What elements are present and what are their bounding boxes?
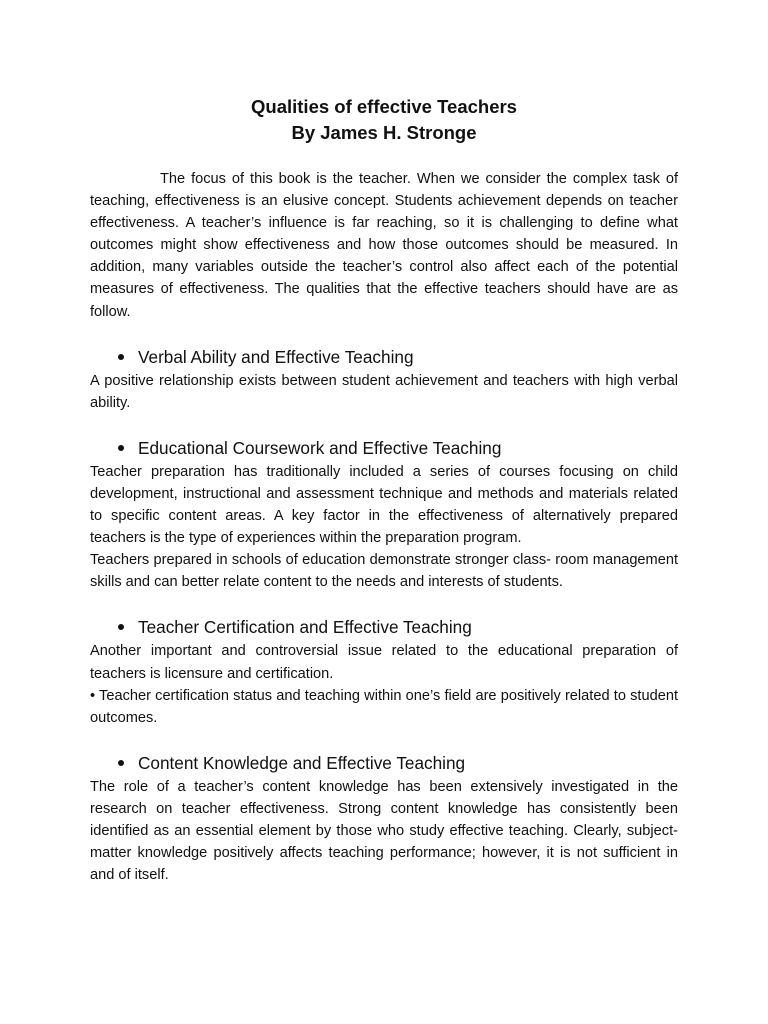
section-paragraph: Teacher preparation has traditionally included a series of courses focusing on child development, instructional and assessment technique and methods and materials related to specific content areas. A key factor in the effectiveness of alternatively prepared teachers is the type of experiences within the preparation program. [90,463,678,547]
section-educational-coursework [90,436,678,594]
section-heading [90,436,678,460]
section-paragraph: Teachers prepared in schools of education demonstrate stronger class- room management skills and can better relate content to the needs and interests of students. [90,552,678,591]
bullet-icon [118,760,124,766]
section-teacher-certification [90,615,678,728]
section-content-knowledge [90,751,678,886]
intro-paragraph: The focus of this book is the teacher. When we consider the complex task of teaching, effectiveness is an elusive concept. Students achievement depends on teacher effectiveness. A teacher’s influence is far reaching, so it is challenging to define what outcomes might show effectiveness and how those outcomes should be measured. In addition, many variables outside the teacher’s control also affect each of the potential measures of effectiveness. The qualities that the effective teachers should have are as follow. [90,171,678,320]
section-heading [90,615,678,639]
section-heading-text: Educational Coursework and Effective Teaching [138,437,502,458]
section-heading-text: Verbal Ability and Effective Teaching [138,346,414,367]
bullet-icon [118,445,124,451]
section-heading-text: Teacher Certification and Effective Teaching [138,617,472,638]
section-heading-text: Content Knowledge and Effective Teaching [138,752,466,773]
section-paragraph: The role of a teacher’s content knowledge has been extensively investigated in the research on teacher effectiveness. Strong content knowledge has consistently been identified as an essential element by those who study effective teaching. Clearly, subject-matter knowledge positively affects teaching performance; however, it is not sufficient in and of itself. [90,778,678,884]
document-title: Qualities of effective Teachers [251,96,517,117]
section-verbal-ability [90,345,678,414]
bullet-icon [118,624,124,630]
section-paragraph: A positive relationship exists between student achievement and teachers with high verbal ability. [90,372,678,411]
section-heading [90,751,678,775]
section-heading [90,345,678,369]
document-page [90,94,678,886]
bullet-icon [118,354,124,360]
document-author: By James H. Stronge [291,122,477,143]
title-block [90,94,678,146]
section-paragraph: • Teacher certification status and teaching within one’s field are positively related to student outcomes. [90,687,678,726]
section-paragraph: Another important and controversial issue related to the educational preparation of teachers is licensure and certification. [90,643,678,682]
